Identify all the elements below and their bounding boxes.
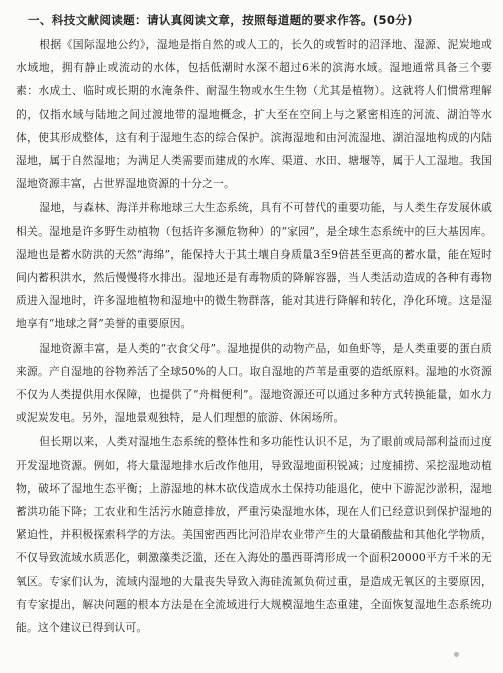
section-heading: 一、科技文献阅读题：请认真阅读文章，按照每道题的要求作答。(50分): [28, 13, 413, 27]
paragraph-problems: 但长期以来，人类对湿地生态系统的整体性和多功能性认识不足，为了眼前或局部利益而过度开发湿地资源。例如，将大量湿地排水后改作他用，导致湿地面积锐减；过度捕捞、采挖湿地动植物，破坏了湿地生态平衡；上游湿地的林木砍伐造成水土保持功能退化，使中下游泥沙淤积，湿地蓄洪功能下降；工农业和生活污水随意排放，严重污染湿地水体，现在人们已经意识到保护湿地的紧迫性，并积极探索科学的方法。美国密西西比河沿岸农业带产生的大量硝酸盐和其他化学物质，不仅导致流域水质恶化，刺激藻类泛滥，还在入海处的墨西哥湾形成一个面积20000平方千米的无氧区。专家们认为，流域内湿地的大量丧失导致入海硅流氮负荷过重，是造成无氧区的主要原因，有专家提出，解决问题的根本方法是在全流域进行大规模湿地生态重建，全面恢复湿地生态系统功能。这个建议已得到认可。: [16, 435, 492, 635]
paragraph-resources: 湿地资源丰富，是人类的“衣食父母”。湿地提供的动物产品，如鱼虾等，是人类重要的蛋白质来源。产自湿地的谷物养活了全球50%的人口。取自湿地的芦苇是重要的造纸原料。湿地的水资源不仅为人类提供用水保障，也提供了“舟楫便利”。湿地资源还可以通过多种方式转换能量，如水力或泥炭发电。另外，湿地景观独特，是人们理想的旅游、休闲场所。: [16, 341, 492, 425]
scan-dot: [454, 652, 459, 657]
paragraph-functions: 湿地，与森林、海洋并称地球三大生态系统，具有不可替代的重要功能，与人类生存发展休戚相关。湿地是许多野生动植物（包括许多濒危物种）的“家园”，是全球生态系统中的巨大基因库。湿地也是蓄水防洪的天然“海绵”，能保持大于其土壤自身质量3至9倍甚至更高的蓄水量，能在短时间内蓄积洪水，然后慢慢将水排出。湿地还是有毒物质的降解容器，当人类活动造成的各种有毒物质进入湿地时，许多湿地植物和湿地中的微生物群落，能对其进行降解和转化，净化环境。这是湿地享有“地球之肾”美誉的重要原因。: [16, 201, 492, 331]
paragraph-definition: 根据《国际湿地公约》，湿地是指自然的或人工的，长久的或暂时的沼泽地、湿源、泥炭地或水域地，拥有静止或流动的水体，包括低潮时水深不超过6米的滨海水域。湿地通常具备三个要素：水成土、临时或长期的水淹条件、耐湿生物或水生生物（尤其是植物）。这就将人们惯常理解的，仅指水域与陆地之间过渡地带的湿地概念，扩大至在空间上与之紧密相连的河流、湖泊等水体，使其形成整体，这有利于湿地生态的综合保护。滨海湿地和由河流湿地、湖泊湿地构成的内陆湿地，属于自然湿地；为满足人类需要而建成的水库、渠道、水田、塘堰等，属于人工湿地。我国湿地资源丰富，占世界湿地资源的十分之一。: [16, 38, 492, 191]
